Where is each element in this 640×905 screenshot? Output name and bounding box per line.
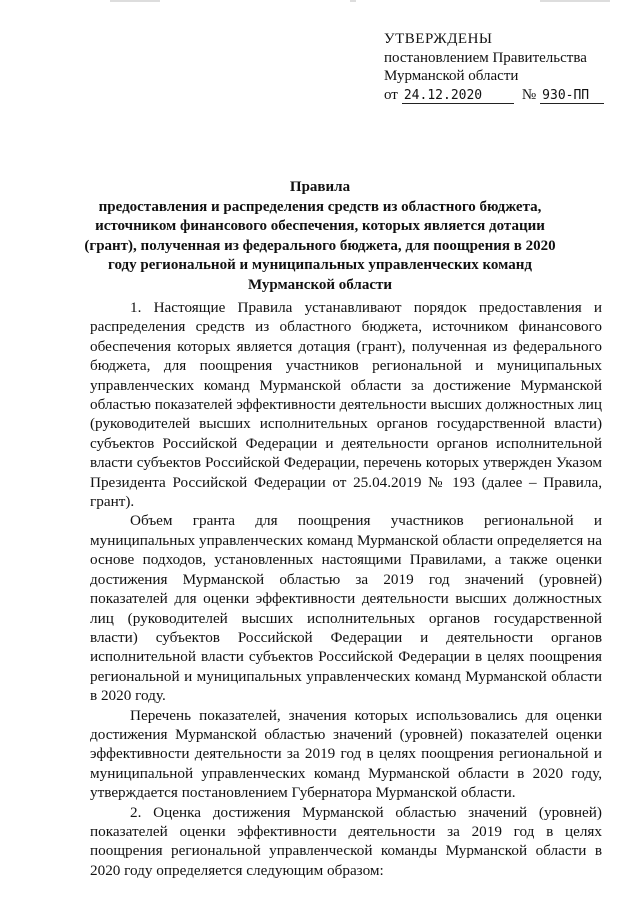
document-subtitle: предоставления и распределения средств из областного бюджета, источником финансового обеспечения, которых является дотации (грант), полученная из федерального бюджета, для поощрения в 2020 году региональной и муниципальных управленческих команд Мурманской области	[84, 198, 556, 293]
date-prefix: от	[384, 86, 398, 103]
paragraph: 2. Оценка достижения Мурманской областью значений (уровней) показателей оценки эффективности деятельности за 2019 год в целях поощрения региональной управленческой команды Мурманской области в 2020 году определяется следующим образом:	[90, 803, 602, 879]
paragraph: Перечень показателей, значения которых использовались для оценки достижения Мурманской областью значений (уровней) показателей оценки эффективности деятельности за 2019 год в целях поощрения региональной и муниципальной управленческих команд Мурманской области в 2020 году, утверждается постановлением Губернатора Мурманской области.	[90, 706, 602, 802]
scan-edge-marks	[100, 0, 620, 6]
approval-region-line: Мурманской области	[384, 68, 519, 84]
approval-heading: УТВЕРЖДЕНЫ	[384, 31, 493, 47]
approval-resolution-line: постановлением Правительства	[384, 49, 587, 66]
number-sign: №	[521, 86, 537, 103]
paragraph: Объем гранта для поощрения участников региональной и муниципальных управленческих команд Мурманской области определяется на основе подходов, установленных настоящими Правилами, а также оценки достижения Мурманской областью за 2019 год значений (уровней) показателей для оценки эффективности деятельности высших должностных лиц (руководителей высших исполнительных органов государственной власти) субъектов Российской Федерации и деятельности органов исполнительной власти субъектов Российской Федерации в целях поощрения региональной и муниципальных управленческих команд Мурманской области в 2020 году.	[90, 512, 602, 705]
approval-block	[384, 30, 614, 104]
approval-date: 24.12.2020	[402, 88, 514, 104]
approval-number: 930-ПП	[540, 88, 604, 104]
approval-date-row	[384, 86, 614, 105]
document-body	[90, 298, 602, 880]
document-title: Правила	[289, 179, 351, 195]
paragraph: 1. Настоящие Правила устанавливают порядок предоставления и распределения средств из областного бюджета, источником финансового обеспечения которых является дотация (грант), полученная из федерального бюджета, для поощрения участников региональной и муниципальных управленческих команд Мурманской области за достижение Мурманской областью показателей эффективности деятельности высших должностных лиц (руководителей высших исполнительных органов государственной власти) субъектов Российской Федерации и деятельности органов исполнительной власти субъектов Российской Федерации, перечень которых утвержден Указом Президента Российской Федерации от 25.04.2019 № 193 (далее – Правила, грант).	[90, 299, 602, 511]
document-title-block	[78, 178, 562, 295]
